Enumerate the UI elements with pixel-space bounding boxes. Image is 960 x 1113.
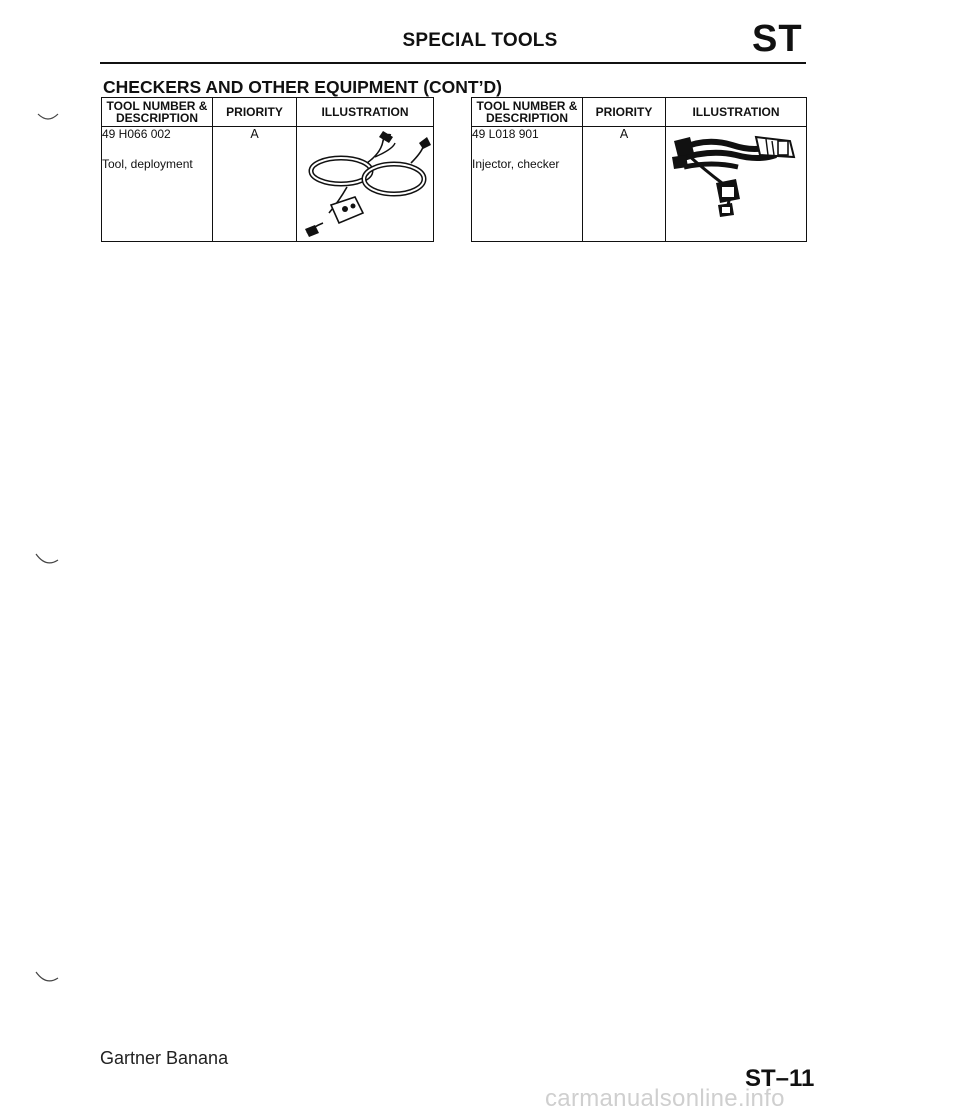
page-number: ST–11 — [745, 1065, 815, 1092]
header-tool-number: TOOL NUMBER & DESCRIPTION — [102, 98, 213, 127]
scan-mark — [34, 968, 62, 986]
deployment-tool-cable-icon — [297, 127, 434, 241]
tool-priority: A — [583, 127, 666, 242]
header-illustration: ILLUSTRATION — [666, 98, 807, 127]
watermark-text: Gartner Banana — [100, 1048, 229, 1068]
page-title: SPECIAL TOOLS — [402, 30, 558, 51]
table-header-row — [472, 98, 807, 127]
header-priority: PRIORITY — [583, 98, 666, 127]
site-watermark: carmanualsonline.info — [545, 1085, 785, 1112]
section-code: ST — [752, 18, 803, 60]
tool-description: Injector, checker — [472, 157, 560, 171]
section-title: CHECKERS AND OTHER EQUIPMENT (CONT’D) — [103, 77, 502, 97]
tool-number: 49 L018 901 — [472, 127, 539, 141]
scan-mark — [36, 104, 62, 122]
tool-priority: A — [213, 127, 297, 242]
header-priority: PRIORITY — [213, 98, 297, 127]
tool-illustration-cell — [297, 127, 434, 242]
tool-description-cell — [472, 127, 583, 242]
table-row — [472, 127, 807, 242]
table-row — [102, 127, 434, 242]
tool-number: 49 H066 002 — [102, 127, 171, 141]
scan-mark — [34, 550, 62, 568]
table-header-row — [102, 98, 434, 127]
header-illustration: ILLUSTRATION — [297, 98, 434, 127]
header-tool-number: TOOL NUMBER & DESCRIPTION — [472, 98, 583, 127]
tool-description-cell — [102, 127, 213, 242]
tool-description: Tool, deployment — [102, 157, 193, 171]
injector-checker-harness-icon — [666, 127, 807, 241]
tool-table-right — [471, 97, 807, 242]
tool-illustration-cell — [666, 127, 807, 242]
tool-table-left — [101, 97, 434, 242]
header-divider — [100, 62, 806, 64]
